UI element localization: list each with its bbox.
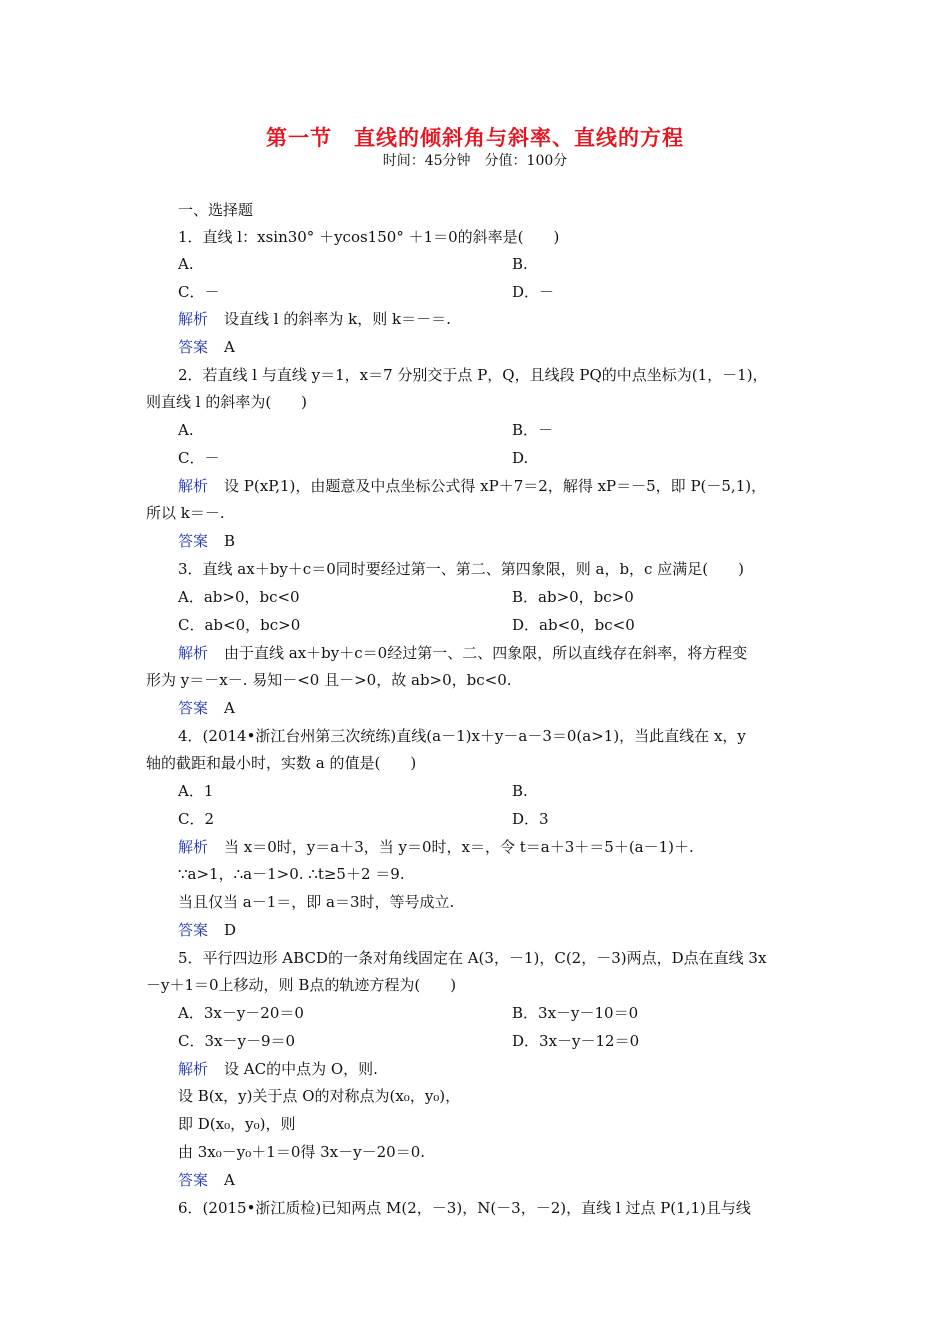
q4-stem-line2: 轴的截距和最小时，实数 a 的值是( ) [146, 754, 417, 772]
q1-stem: 1．直线 l：xsin30° ＋ycos150° ＋1＝0的斜率是( ) [178, 228, 560, 246]
q4-stem-line1: 4．(2014•浙江台州第三次统练)直线(a－1)x＋y－a－3＝0(a>1)，当此直线在 x，y [178, 727, 746, 745]
q5-stem-line1: 5．平行四边形 ABCD的一条对角线固定在 A(3，－1)，C(2，－3)两点，D点在直线 3x [178, 949, 767, 967]
answer-label: 答案 [178, 1171, 209, 1189]
q4-option-c: C．2 [178, 810, 215, 828]
q3-analysis-line1 [178, 643, 747, 663]
q4-analysis-line3: 当且仅当 a－1＝，即 a＝3时，等号成立. [178, 893, 455, 911]
q1-answer-value: A [224, 338, 235, 356]
q2-option-d: D. [512, 449, 529, 467]
q1-analysis [178, 309, 451, 329]
q5-analysis-text: 设 AC的中点为 O，则. [224, 1060, 378, 1078]
answer-label: 答案 [178, 532, 209, 550]
q2-analysis-text: 设 P(xP,1)，由题意及中点坐标公式得 xP＋7＝2，解得 xP＝－5，即 P(－5,1)， [224, 477, 767, 495]
q4-option-a: A．1 [178, 782, 214, 800]
q2-option-a: A. [178, 421, 194, 439]
q2-analysis-line1 [178, 476, 766, 496]
q2-option-b: B．－ [512, 421, 554, 439]
q3-answer [178, 698, 235, 718]
q3-option-c: C．ab<0，bc>0 [178, 616, 301, 634]
q5-analysis-line4: 由 3x₀－y₀＋1＝0得 3x－y－20＝0. [178, 1143, 426, 1161]
q1-option-d: D．－ [512, 283, 555, 301]
q5-analysis-line1 [178, 1059, 378, 1079]
q5-option-b: B．3x－y－10＝0 [512, 1004, 639, 1022]
q5-analysis-line3: 即 D(x₀，y₀)，则 [178, 1115, 296, 1133]
q2-option-c: C．－ [178, 449, 220, 467]
analysis-label: 解析 [178, 1060, 209, 1078]
q1-answer [178, 337, 235, 357]
q3-option-b: B．ab>0，bc>0 [512, 588, 634, 606]
answer-label: 答案 [178, 699, 209, 717]
q2-stem-line1: 2．若直线 l 与直线 y＝1，x＝7 分别交于点 P，Q，且线段 PQ的中点坐标为(1，－1)， [178, 366, 768, 384]
q5-option-d: D．3x－y－12＝0 [512, 1032, 640, 1050]
q5-stem-line2: －y＋1＝0上移动，则 B点的轨迹方程为( ) [146, 976, 457, 994]
q3-analysis-text: 由于直线 ax＋by＋c＝0经过第一、二、四象限，所以直线存在斜率，将方程变 [224, 644, 748, 662]
q2-stem-line2: 则直线 l 的斜率为( ) [146, 393, 308, 411]
q1-option-c: C．－ [178, 283, 220, 301]
answer-label: 答案 [178, 338, 209, 356]
analysis-label: 解析 [178, 644, 209, 662]
q5-option-c: C．3x－y－9＝0 [178, 1032, 296, 1050]
q4-analysis-line2: ∵a>1，∴a－1>0. ∴t≥5＋2 ＝9. [178, 865, 405, 883]
q5-answer [178, 1170, 235, 1190]
analysis-label: 解析 [178, 477, 209, 495]
q4-option-d: D．3 [512, 810, 549, 828]
q4-answer [178, 920, 236, 940]
q4-analysis-line1 [178, 837, 694, 857]
q4-answer-value: D [224, 921, 237, 939]
q2-analysis-line2: 所以 k＝－. [146, 504, 225, 522]
q5-answer-value: A [224, 1171, 235, 1189]
q1-option-a: A. [178, 255, 194, 273]
q1-option-b: B. [512, 255, 528, 273]
page-title: 第一节 直线的倾斜角与斜率、直线的方程 [266, 126, 684, 150]
section-heading: 一、选择题 [178, 201, 254, 219]
q5-option-a: A．3x－y－20＝0 [178, 1004, 304, 1022]
q2-answer-value: B [224, 532, 236, 550]
q5-analysis-line2: 设 B(x，y)关于点 O的对称点为(x₀，y₀)， [178, 1087, 461, 1105]
q3-answer-value: A [224, 699, 235, 717]
q3-analysis-line2: 形为 y＝－x－. 易知－<0 且－>0，故 ab>0，bc<0. [146, 671, 512, 689]
q6-stem-line1: 6．(2015•浙江质检)已知两点 M(2，－3)，N(－3，－2)，直线 l 过点 P(1,1)且与线 [178, 1199, 751, 1217]
analysis-label: 解析 [178, 838, 209, 856]
q3-option-a: A．ab>0，bc<0 [178, 588, 300, 606]
q4-analysis-text: 当 x＝0时，y＝a＋3，当 y＝0时，x＝，令 t＝a＋3＋＝5＋(a－1)＋. [224, 838, 694, 856]
q3-option-d: D．ab<0，bc<0 [512, 616, 635, 634]
q1-analysis-text: 设直线 l 的斜率为 k，则 k＝－＝. [224, 310, 451, 328]
q2-answer [178, 531, 235, 551]
answer-label: 答案 [178, 921, 209, 939]
q4-option-b: B. [512, 782, 528, 800]
analysis-label: 解析 [178, 310, 209, 328]
q3-stem: 3．直线 ax＋by＋c＝0同时要经过第一、第二、第四象限，则 a，b，c 应满足( ) [178, 560, 744, 578]
page-subtitle: 时间：45分钟 分值：100分 [382, 153, 568, 169]
